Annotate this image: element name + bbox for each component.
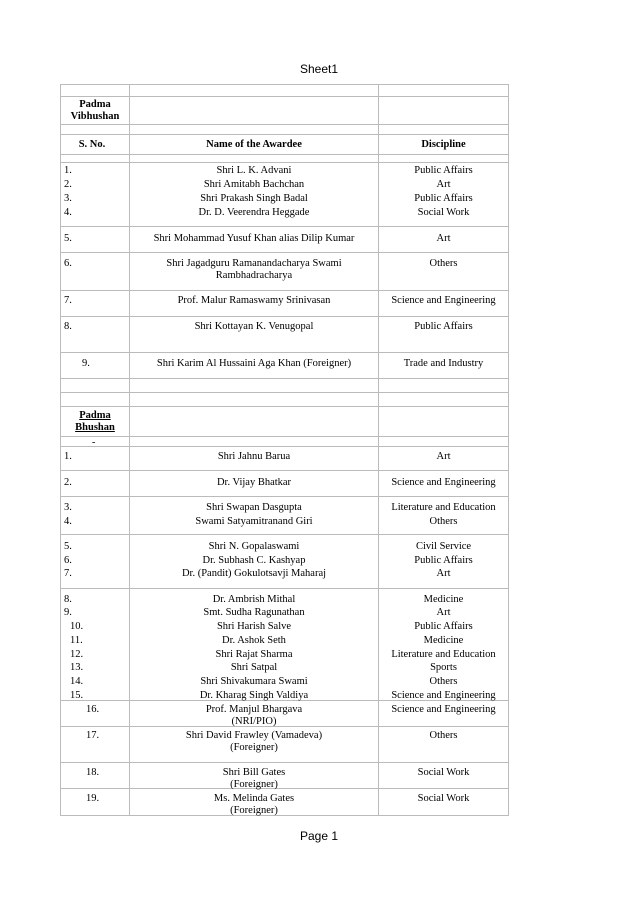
row-number: 2. [64, 179, 72, 190]
row-number: 14. [70, 676, 84, 687]
awardee-name-line: (Foreigner) [230, 805, 278, 816]
awardee-name: Shri Harish Salve [216, 621, 292, 632]
section-title-line: Vibhushan [70, 111, 120, 122]
row-number: 6. [64, 258, 72, 269]
awardee-name: Shri Kottayan K. Venugopal [194, 321, 314, 332]
awardee-name: Shri Mohammad Yusuf Khan alias Dilip Kumar [153, 233, 355, 244]
row-divider [60, 436, 509, 437]
awardee-name: Shri Swapan Dasgupta [206, 502, 302, 513]
discipline: Public Affairs [414, 321, 473, 332]
discipline: Art [436, 179, 451, 190]
row-divider [60, 496, 509, 497]
row-number: 10. [70, 621, 84, 632]
discipline: Art [436, 568, 451, 579]
row-number: 2. [64, 477, 72, 488]
row-number: 1. [64, 451, 72, 462]
row-divider [60, 406, 509, 407]
awardee-name [131, 767, 377, 791]
row-number: 5. [64, 541, 72, 552]
awardee-name-line: Shri David Frawley (Vamadeva) [185, 730, 323, 741]
discipline: Art [436, 233, 451, 244]
awardee-name-line: (Foreigner) [230, 742, 278, 753]
awardee-name [131, 704, 377, 728]
awardee-name: Shri Prakash Singh Badal [200, 193, 308, 204]
row-number: 6. [64, 555, 72, 566]
discipline: Civil Service [415, 541, 472, 552]
awardee-name [131, 793, 377, 817]
row-number: 17. [86, 730, 100, 741]
row-number: 7. [64, 295, 72, 306]
row-number: 15. [70, 690, 84, 701]
row-divider [60, 252, 509, 253]
discipline: Others [429, 676, 458, 687]
awardee-name: Smt. Sudha Ragunathan [203, 607, 305, 618]
row-number: 3. [64, 193, 72, 204]
awardee-name-line: (NRI/PIO) [231, 716, 277, 727]
discipline: Others [429, 730, 458, 741]
section-title-bhushan [64, 410, 126, 434]
section-mark: - [92, 437, 96, 448]
awardee-name-line: Prof. Manjul Bhargava [205, 704, 303, 715]
column-header-sno: S. No. [78, 139, 106, 150]
awardee-name: Dr. Vijay Bhatkar [216, 477, 292, 488]
awardee-name-line: Shri Bill Gates [222, 767, 286, 778]
row-divider [60, 470, 509, 471]
row-divider [60, 378, 509, 379]
discipline: Medicine [423, 594, 464, 605]
row-number: 3. [64, 502, 72, 513]
row-number: 13. [70, 662, 84, 673]
discipline: Trade and Industry [403, 358, 484, 369]
discipline: Social Work [417, 207, 470, 218]
section-title-line: Padma [79, 99, 111, 110]
row-number: 19. [86, 793, 100, 804]
awardee-name: Shri L. K. Advani [216, 165, 292, 176]
awardee-name: Dr. Kharag Singh Valdiya [199, 690, 309, 701]
discipline: Public Affairs [414, 165, 473, 176]
awardee-name-line: (Foreigner) [230, 779, 278, 790]
awardee-name: Shri Shivakumara Swami [200, 676, 308, 687]
discipline: Medicine [423, 635, 464, 646]
discipline: Science and Engineering [391, 477, 496, 488]
awardee-name [131, 730, 377, 754]
awardee-name: Dr. Ambrish Mithal [212, 594, 296, 605]
row-number: 16. [86, 704, 100, 715]
row-divider [60, 588, 509, 589]
discipline: Public Affairs [414, 555, 473, 566]
awardee-name: Dr. Ashok Seth [222, 635, 286, 646]
discipline: Others [429, 516, 458, 527]
awardee-name-line: Ms. Melinda Gates [213, 793, 295, 804]
awardee-name: Dr. Subhash C. Kashyap [202, 555, 306, 566]
row-divider [60, 762, 509, 763]
row-divider [60, 162, 509, 163]
row-number: 9. [64, 607, 72, 618]
awardee-name: Shri Rajat Sharma [215, 649, 293, 660]
row-divider [60, 134, 509, 135]
section-title-vibhushan [64, 99, 126, 123]
awardee-name: Swami Satyamitranand Giri [195, 516, 313, 527]
row-number: 18. [86, 767, 100, 778]
row-number: 1. [64, 165, 72, 176]
discipline: Social Work [417, 793, 470, 804]
awardee-name [131, 258, 377, 282]
awardee-name: Shri N. Gopalaswami [208, 541, 300, 552]
row-number: 8. [64, 594, 72, 605]
awardee-name: Shri Satpal [230, 662, 278, 673]
row-divider [60, 290, 509, 291]
row-divider [60, 124, 509, 125]
discipline: Social Work [417, 767, 470, 778]
row-divider [60, 392, 509, 393]
column-divider [378, 84, 379, 816]
section-title-line: Padma [79, 410, 111, 421]
column-header-name: Name of the Awardee [206, 139, 302, 150]
row-number: 12. [70, 649, 84, 660]
discipline: Science and Engineering [391, 690, 496, 701]
discipline: Art [436, 451, 451, 462]
discipline: Public Affairs [414, 621, 473, 632]
awardee-name: Shri Amitabh Bachchan [203, 179, 305, 190]
awardee-name: Shri Jahnu Barua [217, 451, 291, 462]
discipline: Science and Engineering [391, 295, 496, 306]
discipline: Art [436, 607, 451, 618]
awardee-name: Prof. Malur Ramaswamy Srinivasan [177, 295, 331, 306]
row-number: 5. [64, 233, 72, 244]
row-divider [60, 226, 509, 227]
discipline: Literature and Education [391, 649, 496, 660]
row-divider [60, 446, 509, 447]
row-number: 8. [64, 321, 72, 332]
row-number: 4. [64, 516, 72, 527]
awardee-name: Shri Karim Al Hussaini Aga Khan (Foreigner) [156, 358, 352, 369]
discipline: Others [429, 258, 458, 269]
row-number: 4. [64, 207, 72, 218]
row-number: 9. [82, 358, 90, 369]
row-divider [60, 96, 509, 97]
awardee-name-line: Rambhadracharya [215, 270, 293, 281]
awardee-name: Dr. (Pandit) Gokulotsavji Maharaj [181, 568, 327, 579]
row-divider [60, 154, 509, 155]
discipline: Public Affairs [414, 193, 473, 204]
discipline: Literature and Education [391, 502, 496, 513]
column-header-discipline: Discipline [421, 139, 466, 150]
row-divider [60, 352, 509, 353]
awardee-name-line: Shri Jagadguru Ramanandacharya Swami [166, 258, 342, 269]
discipline: Sports [430, 662, 457, 673]
page-number: Page 1 [299, 829, 339, 843]
sheet-title: Sheet1 [299, 62, 339, 76]
row-number: 7. [64, 568, 72, 579]
row-number: 11. [70, 635, 83, 646]
row-divider [60, 316, 509, 317]
row-divider [60, 534, 509, 535]
awardee-name: Dr. D. Veerendra Heggade [198, 207, 310, 218]
discipline: Science and Engineering [391, 704, 496, 715]
section-title-line: Bhushan [75, 422, 115, 433]
